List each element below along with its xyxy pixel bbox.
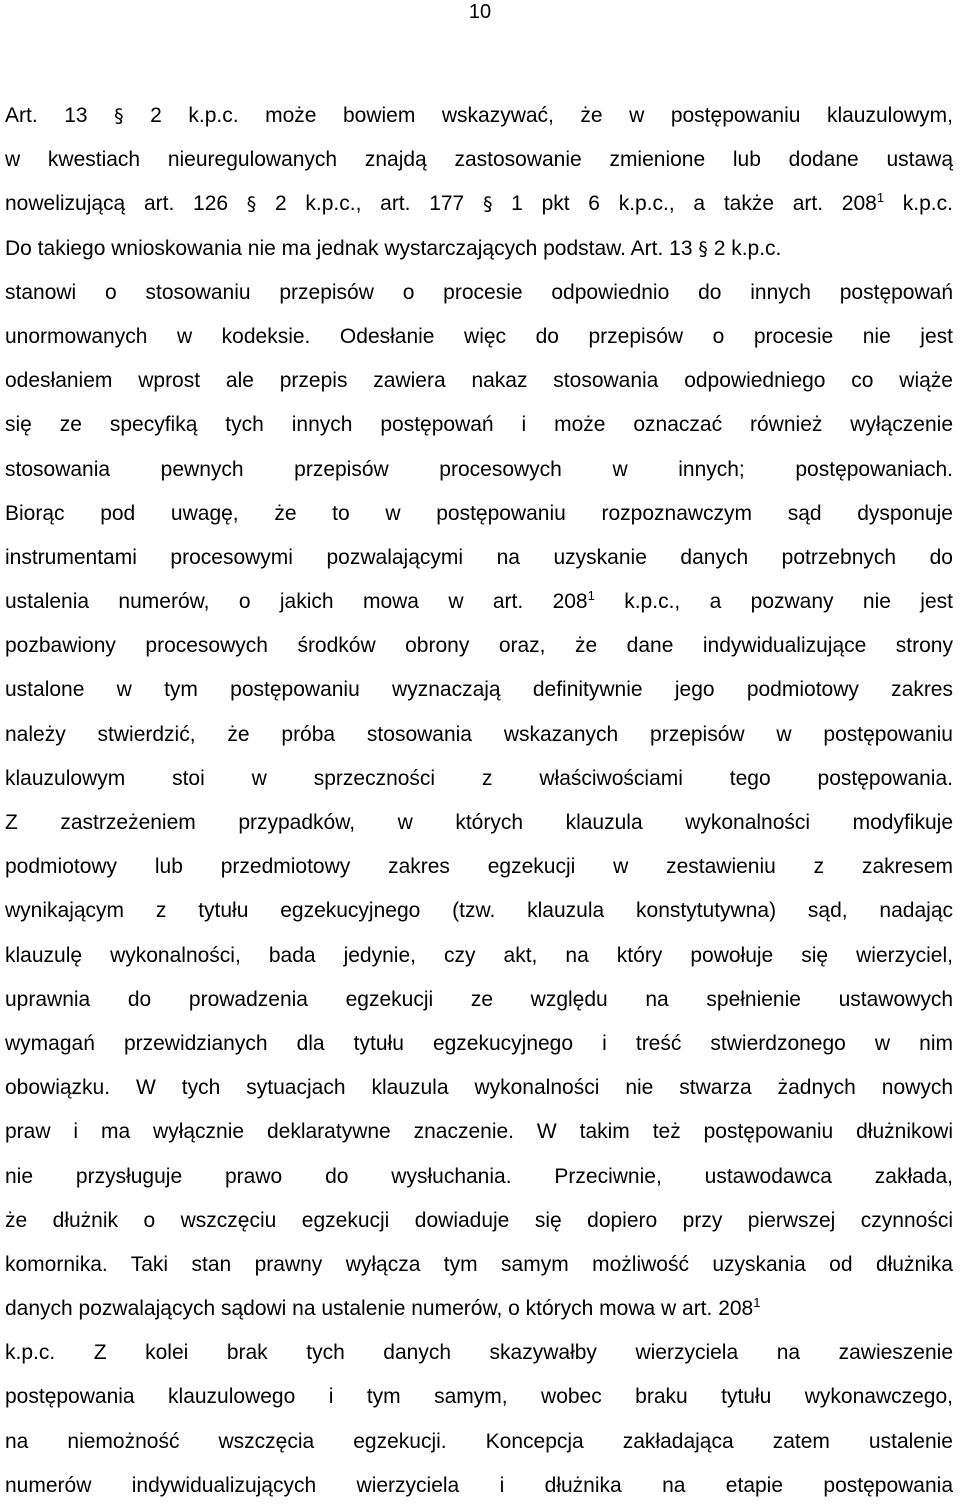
superscript: 1: [876, 190, 885, 206]
text-segment: 2 k.p.c.: [707, 236, 782, 260]
text-line: [5, 315, 953, 359]
text-segment: Biorąc pod uwagę, że to w postępowaniu rozpoznawczym sąd dysponuje: [5, 501, 953, 525]
text-line: [5, 1287, 953, 1331]
text-line: [5, 1066, 953, 1110]
text-segment: wymagań przewidzianych dla tytułu egzekucyjnego i treść stwierdzonego w nim: [5, 1031, 953, 1055]
text-segment: 2 k.p.c. może bowiem wskazywać, że w postępowaniu klauzulowym,: [123, 104, 953, 127]
text-segment: instrumentami procesowymi pozwalającymi na uzyskanie danych potrzebnych do: [5, 545, 953, 569]
page-number: 10: [468, 1, 492, 23]
text-segment: k.p.c.: [884, 192, 953, 216]
text-line: [5, 1375, 953, 1419]
text-line: [5, 536, 953, 580]
text-line: [5, 801, 953, 845]
text-line: [5, 934, 953, 978]
text-segment: klauzulę wykonalności, bada jedynie, czy akt, na który powołuje się wierzyciel,: [5, 943, 953, 967]
text-segment: wynikającym z tytułu egzekucyjnego (tzw. klauzula konstytutywna) sąd, nadając: [5, 899, 953, 923]
text-segment: klauzulowym stoi w sprzeczności z właściwościami tego postępowania.: [5, 766, 953, 790]
text-line: [5, 227, 953, 271]
text-segment: należy stwierdzić, że próba stosowania wskazanych przepisów w postępowaniu: [5, 722, 953, 746]
text-segment: nowelizującą art. 126: [5, 192, 247, 216]
text-segment: postępowania klauzulowego i tym samym, wobec braku tytułu wykonawczego,: [5, 1385, 953, 1409]
text-segment: pozbawiony procesowych środków obrony oraz, że dane indywidualizujące strony: [5, 634, 953, 658]
section-symbol: §: [698, 237, 708, 260]
superscript: 1: [753, 1295, 761, 1311]
text-segment: komornika. Taki stan prawny wyłącza tym samym możliwość uzyskania od dłużnika: [5, 1252, 953, 1276]
text-line: [5, 713, 953, 757]
text-segment: nie przysługuje prawo do wysłuchania. Przeciwnie, ustawodawca zakłada,: [5, 1164, 953, 1188]
text-segment: stosowania pewnych przepisów procesowych w innych; postępowaniach.: [5, 457, 953, 481]
text-line: [5, 668, 953, 712]
text-line: [5, 1464, 953, 1508]
text-segment: Do takiego wnioskowania nie ma jednak wystarczających podstaw. Art. 13: [5, 236, 699, 260]
text-segment: Z zastrzeżeniem przypadków, w których klauzula wykonalności modyfikuje: [5, 811, 953, 834]
text-line: [5, 845, 953, 889]
text-line: [5, 182, 953, 226]
text-line: [5, 138, 953, 182]
text-line: [5, 757, 953, 801]
text-line: [5, 448, 953, 492]
text-segment: podmiotowy lub przedmiotowy zakres egzekucji w zestawieniu z zakresem: [5, 855, 953, 879]
text-segment: że dłużnik o wszczęciu egzekucji dowiaduje się dopiero przy pierwszej czynności: [5, 1208, 953, 1232]
text-segment: się ze specyfiką tych innych postępowań i może oznaczać również wyłączenie: [5, 413, 953, 437]
text-line: [5, 403, 953, 447]
text-segment: k.p.c., a pozwany nie jest: [594, 590, 953, 614]
text-line: [5, 1022, 953, 1066]
text-segment: unormowanych w kodeksie. Odesłanie więc do przepisów o procesie nie jest: [5, 324, 953, 348]
text-line: [5, 580, 953, 624]
document-body: [5, 94, 953, 1508]
text-line: [5, 492, 953, 536]
text-line: [5, 1155, 953, 1199]
section-symbol: §: [482, 193, 493, 216]
text-segment: na niemożność wszczęcia egzekucji. Koncepcja zakładająca zatem ustalenie: [5, 1429, 953, 1453]
text-segment: 1 pkt 6 k.p.c., a także art. 208: [492, 192, 877, 216]
section-symbol: §: [114, 105, 124, 127]
section-symbol: §: [246, 193, 257, 216]
superscript: 1: [587, 588, 595, 604]
text-line: [5, 889, 953, 933]
text-segment: stanowi o stosowaniu przepisów o procesie odpowiednio do innych postępowań: [5, 280, 953, 304]
text-line: [5, 1110, 953, 1154]
text-segment: praw i ma wyłącznie deklaratywne znaczenie. W takim też postępowaniu dłużnikowi: [5, 1120, 953, 1144]
text-segment: w kwestiach nieuregulowanych znajdą zastosowanie zmienione lub dodane ustawą: [5, 148, 953, 172]
text-line: [5, 1331, 953, 1375]
text-line: [5, 94, 953, 138]
text-segment: danych pozwalających sądowi na ustalenie numerów, o których mowa w art. 208: [5, 1297, 754, 1321]
text-segment: ustalone w tym postępowaniu wyznaczają definitywnie jego podmiotowy zakres: [5, 678, 953, 702]
text-line: [5, 1420, 953, 1464]
text-line: [5, 1199, 953, 1243]
text-segment: numerów indywidualizujących wierzyciela i dłużnika na etapie postępowania: [5, 1473, 953, 1497]
text-line: [5, 978, 953, 1022]
text-segment: obowiązku. W tych sytuacjach klauzula wykonalności nie stwarza żadnych nowych: [5, 1076, 953, 1100]
text-segment: Art. 13: [5, 104, 115, 127]
text-line: [5, 1243, 953, 1287]
text-segment: 2 k.p.c., art. 177: [256, 192, 483, 216]
text-line: [5, 359, 953, 403]
text-line: [5, 271, 953, 315]
text-segment: odesłaniem wprost ale przepis zawiera nakaz stosowania odpowiedniego co wiąże: [5, 369, 953, 393]
text-line: [5, 624, 953, 668]
text-segment: uprawnia do prowadzenia egzekucji ze względu na spełnienie ustawowych: [5, 987, 953, 1011]
text-segment: k.p.c. Z kolei brak tych danych skazywałby wierzyciela na zawieszenie: [5, 1341, 953, 1365]
text-segment: ustalenia numerów, o jakich mowa w art. 208: [5, 590, 588, 614]
